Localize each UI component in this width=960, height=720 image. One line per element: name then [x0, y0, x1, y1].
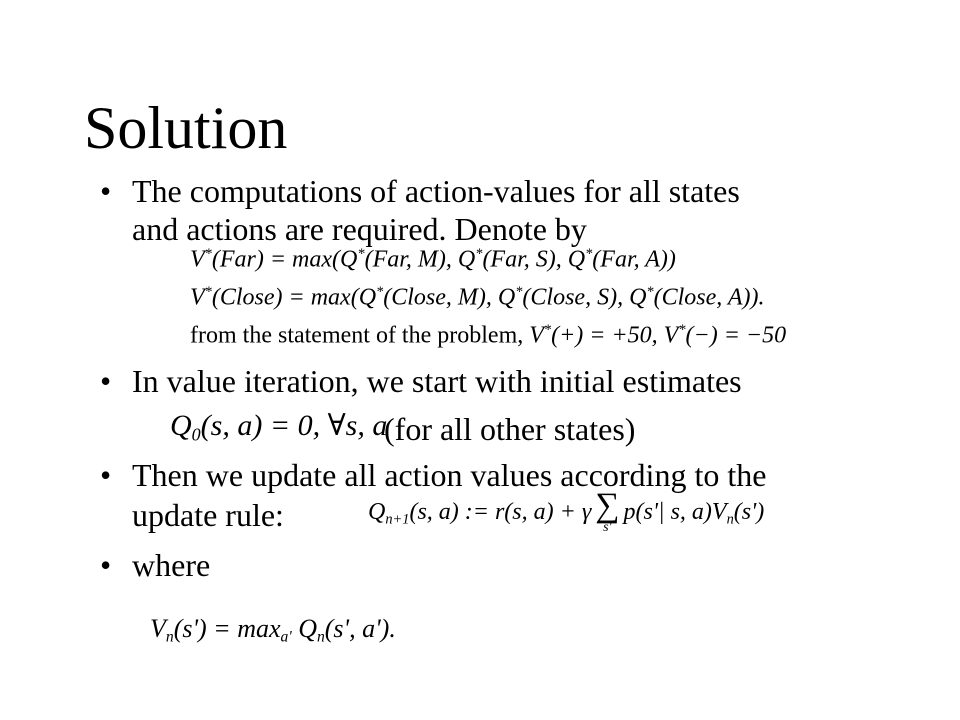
bullet-text-line1: where: [132, 547, 211, 583]
bullet-text-line1: In value iteration, we start with initial estimates: [132, 363, 742, 399]
equation-v-far: V*(Far) = max(Q*(Far, M), Q*(Far, S), Q*(Far, A)): [190, 246, 676, 273]
bullet-text-line2: update rule:: [132, 497, 284, 533]
equation-v-close: V*(Close) = max(Q*(Close, M), Q*(Close, S), Q*(Close, A)).: [190, 284, 765, 311]
bullet-dot: •: [100, 363, 112, 399]
bullet-dot: •: [100, 457, 112, 493]
bullet-text-line1: Then we update all action values according to the: [132, 457, 767, 493]
slide-title: Solution: [84, 95, 288, 161]
equation-terminal-values: from the statement of the problem, V*(+) = +50, V*(−) = −50: [190, 322, 787, 349]
bullet-dot: •: [100, 173, 112, 209]
bullet-text-line2: and actions are required. Denote by: [132, 211, 587, 247]
aside-text: (for all other states): [384, 411, 636, 447]
summation-symbol: ∑ s': [595, 487, 620, 536]
equation-vn: Vn(s') = maxa' Qn(s', a').: [150, 614, 396, 646]
bullet-dot: •: [100, 547, 112, 583]
equation-update-rule: Qn+1(s, a) := r(s, a) + γ ∑ s' p(s'| s, a)Vn(s'): [368, 487, 765, 536]
equation-q0: Q0(s, a) = 0, ∀s, a: [170, 409, 388, 445]
bullet-text-line1: The computations of action-values for all states: [132, 173, 740, 209]
